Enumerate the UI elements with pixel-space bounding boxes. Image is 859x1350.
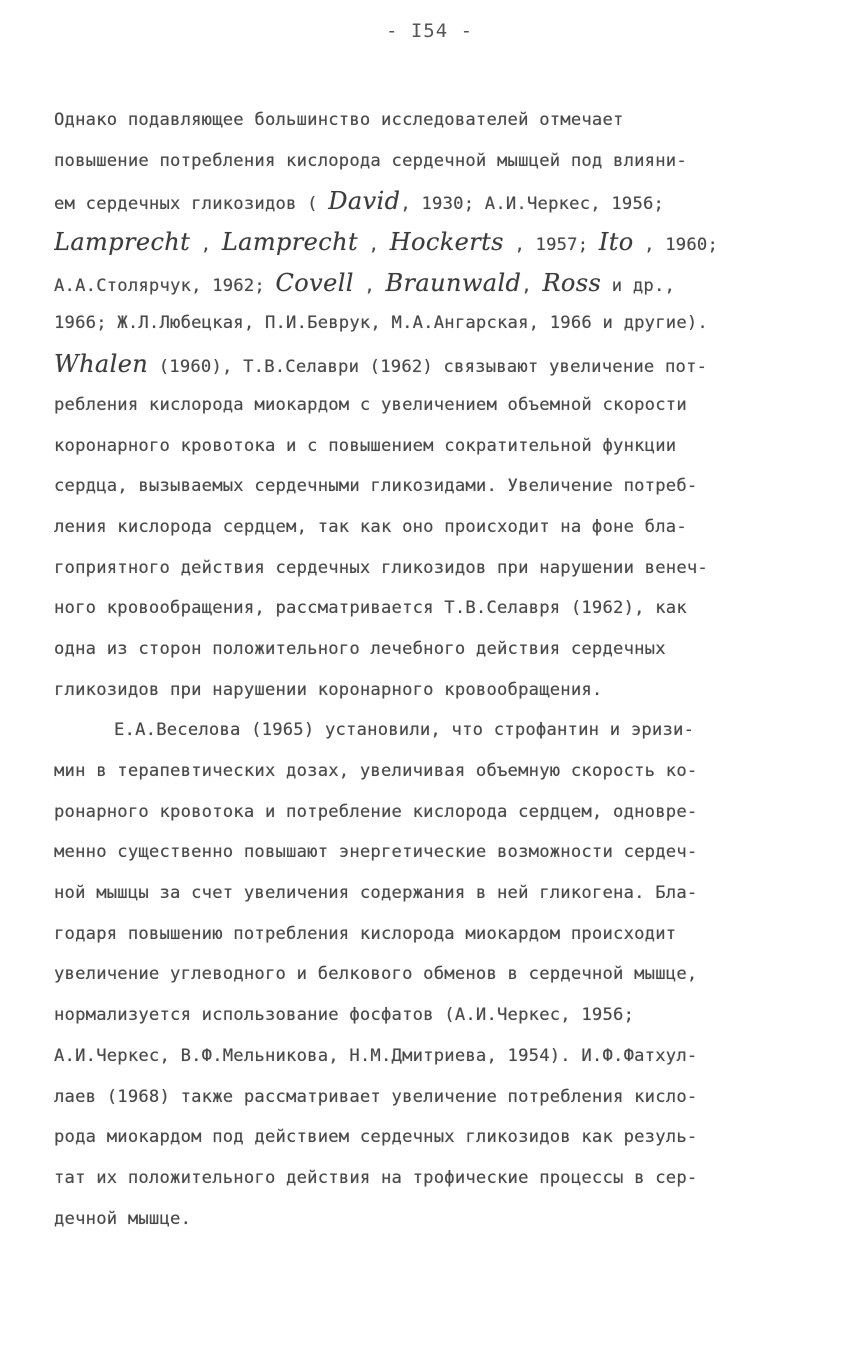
typed-text: , xyxy=(190,235,222,256)
text-line xyxy=(54,222,814,263)
typed-text: (1960), Т.В.Селаври (1962) связывают увеличение пот- xyxy=(148,357,708,378)
body-text xyxy=(54,100,814,1239)
typed-text: нормализуется использование фосфатов (А.И.Черкес, 1956; xyxy=(54,1005,635,1026)
typed-text: менно существенно повышают энергетические возможности сердеч- xyxy=(54,842,698,863)
text-line xyxy=(54,263,814,304)
handwritten-name: Whalen xyxy=(54,350,149,379)
text-line xyxy=(54,1199,814,1240)
typed-text: увеличение углеводного и белкового обменов в сердечной мышце, xyxy=(54,964,698,985)
handwritten-name: Hockerts xyxy=(389,228,504,257)
text-line xyxy=(54,670,814,711)
text-line xyxy=(54,385,814,426)
handwritten-name: David xyxy=(328,187,401,216)
handwritten-name: Lamprecht xyxy=(54,228,191,257)
typed-text: , 1957; xyxy=(503,235,599,256)
typed-text: , 1960; xyxy=(633,235,718,256)
text-line xyxy=(54,873,814,914)
typed-text: А.И.Черкес, В.Ф.Мельникова, Н.М.Дмитриева, 1954). И.Ф.Фатхул- xyxy=(54,1045,698,1066)
typed-text: ного кровообращения, рассматривается Т.В.Селавря (1962), как xyxy=(54,598,687,619)
typed-text: ронарного кровотока и потребление кислорода сердцем, одновре- xyxy=(54,801,698,822)
text-line xyxy=(54,832,814,873)
text-line xyxy=(54,181,814,222)
text-line xyxy=(54,100,814,141)
typed-text: гликозидов при нарушении коронарного кровообращения. xyxy=(54,679,603,700)
typed-text: , 1930; А.И.Черкес, 1956; xyxy=(400,194,665,215)
typed-text: коронарного кровотока и с повышением сократительной функции xyxy=(54,435,677,456)
text-line xyxy=(54,548,814,589)
typed-text: ем сердечных гликозидов ( xyxy=(54,194,329,215)
text-line xyxy=(54,629,814,670)
typed-text: рода миокардом под действием сердечных гликозидов как резуль- xyxy=(54,1127,698,1148)
text-line xyxy=(54,792,814,833)
typed-text: Однако подавляющее большинство исследователей отмечает xyxy=(54,110,624,130)
typed-text: годаря повышению потребления кислорода миокардом происходит xyxy=(54,923,677,944)
typed-text: А.А.Столярчук, 1962; xyxy=(54,275,276,296)
typed-text: ребления кислорода миокардом с увеличением объемной скорости xyxy=(54,394,687,415)
text-line xyxy=(54,344,814,385)
typed-text: ной мышцы за счет увеличения содержания в ней гликогена. Бла- xyxy=(54,883,698,904)
typed-text: повышение потребления кислорода сердечной мышцей под влияни- xyxy=(54,150,687,171)
typed-text: ления кислорода сердцем, так как оно происходит на фоне бла- xyxy=(54,516,687,537)
typed-text: и др., xyxy=(601,275,676,296)
text-line xyxy=(54,588,814,629)
typed-text: одна из сторон положительного лечебного действия сердечных xyxy=(54,638,666,659)
page-number: - I54 - xyxy=(385,20,474,42)
text-line xyxy=(54,914,814,955)
typed-text: 1966; Ж.Л.Любецкая, П.И.Беврук, М.А.Ангарская, 1966 и другие). xyxy=(54,313,708,334)
typed-text: , xyxy=(521,275,543,296)
handwritten-name: Lamprecht xyxy=(221,228,359,257)
text-line xyxy=(54,1158,814,1199)
text-line xyxy=(54,507,814,548)
typed-text: мин в терапевтических дозах, увеличивая объемную скорость ко- xyxy=(54,761,698,781)
text-line xyxy=(54,1036,814,1077)
typed-text: дечной мышце. xyxy=(54,1208,192,1229)
text-line xyxy=(54,954,814,995)
typed-text: , xyxy=(353,275,386,296)
text-line xyxy=(54,1077,814,1118)
text-line xyxy=(54,751,814,792)
typed-text: , xyxy=(358,235,390,256)
text-line xyxy=(54,141,814,182)
typed-text: сердца, вызываемых сердечными гликозидами. Увеличение потреб- xyxy=(54,476,698,497)
typed-text: гоприятного действия сердечных гликозидов при нарушении венеч- xyxy=(54,557,708,578)
text-line xyxy=(54,995,814,1036)
text-line xyxy=(54,466,814,507)
handwritten-name: Covell xyxy=(275,268,354,297)
text-line xyxy=(54,303,814,344)
handwritten-name: Braunwald xyxy=(385,268,522,297)
typed-text: Е.А.Веселова (1965) установили, что строфантин и эризи- xyxy=(114,720,695,741)
typed-text: лаев (1968) также рассматривает увеличение потребления кисло- xyxy=(54,1086,698,1107)
text-line xyxy=(54,426,814,467)
typed-text: тат их положительного действия на трофические процессы в сер- xyxy=(54,1167,698,1188)
handwritten-name: Ito xyxy=(598,228,634,257)
text-line xyxy=(54,710,814,751)
handwritten-name: Ross xyxy=(542,268,602,297)
text-line xyxy=(54,1117,814,1158)
